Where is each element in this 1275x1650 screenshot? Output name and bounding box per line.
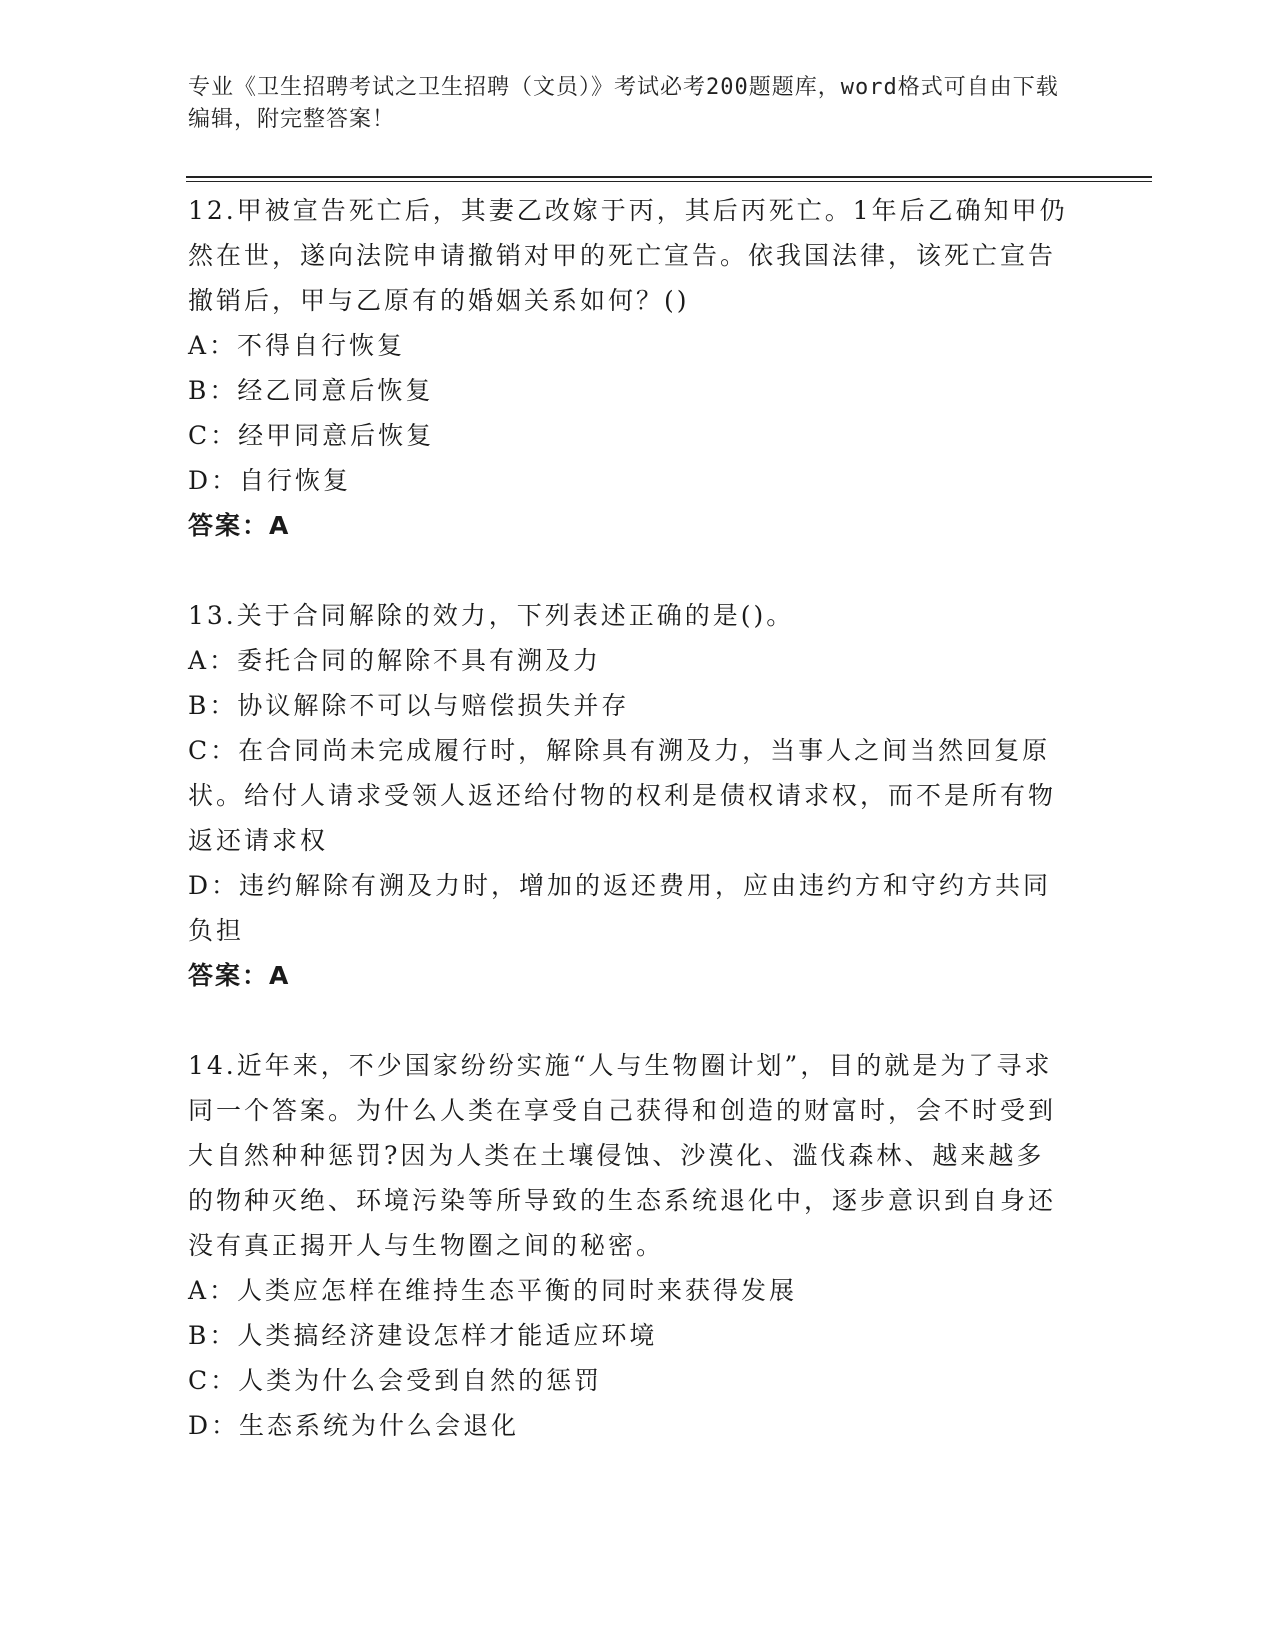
option-d: D：自行恢复 <box>188 466 352 495</box>
option-d: D：违约解除有溯及力时，增加的返还费用，应由违约方和守约方共同负担 <box>188 871 1052 945</box>
question-stem: 12.甲被宣告死亡后，其妻乙改嫁于丙，其后丙死亡。1年后乙确知甲仍然在世，遂向法院申请撤销对甲的死亡宣告。依我国法律，该死亡宣告撤销后，甲与乙原有的婚姻关系如何？() <box>188 196 1068 315</box>
question-stem: 14.近年来，不少国家纷纷实施“人与生物圈计划”，目的就是为了寻求同一个答案。为什么人类在享受自己获得和创造的财富时，会不时受到大自然种种惩罚?因为人类在土壤侵蚀、沙漠化、滥伐森林、越来越多的物种灭绝、环境污染等所导致的生态系统退化中，逐步意识到自身还没有真正揭开人与生物圈之间的秘密。 <box>188 1051 1057 1260</box>
question-13 <box>188 593 1068 998</box>
header-divider-thin <box>186 181 1152 182</box>
question-list <box>188 188 1068 1493</box>
option-c: C：经甲同意后恢复 <box>188 421 435 450</box>
option-b: B：协议解除不可以与赔偿损失并存 <box>188 691 630 720</box>
question-14 <box>188 1043 1068 1448</box>
option-a: A：不得自行恢复 <box>188 331 406 360</box>
answer-line: 答案：A <box>188 961 291 990</box>
option-a: A：人类应怎样在维持生态平衡的同时来获得发展 <box>188 1276 798 1305</box>
option-d: D：生态系统为什么会退化 <box>188 1411 520 1440</box>
answer-line: 答案：A <box>188 511 291 540</box>
header-intro: 专业《卫生招聘考试之卫生招聘（文员）》考试必考200题题库，word格式可自由下载编辑，附完整答案！ <box>188 75 1059 132</box>
header-divider-thick <box>186 176 1152 178</box>
option-c: C：人类为什么会受到自然的惩罚 <box>188 1366 603 1395</box>
option-a: A：委托合同的解除不具有溯及力 <box>188 646 602 675</box>
option-b: B：经乙同意后恢复 <box>188 376 434 405</box>
option-c: C：在合同尚未完成履行时，解除具有溯及力，当事人之间当然回复原状。给付人请求受领人返还给付物的权利是债权请求权，而不是所有物返还请求权 <box>188 736 1057 855</box>
question-12 <box>188 188 1068 548</box>
option-b: B：人类搞经济建设怎样才能适应环境 <box>188 1321 658 1350</box>
question-stem: 13.关于合同解除的效力，下列表述正确的是()。 <box>188 601 795 630</box>
